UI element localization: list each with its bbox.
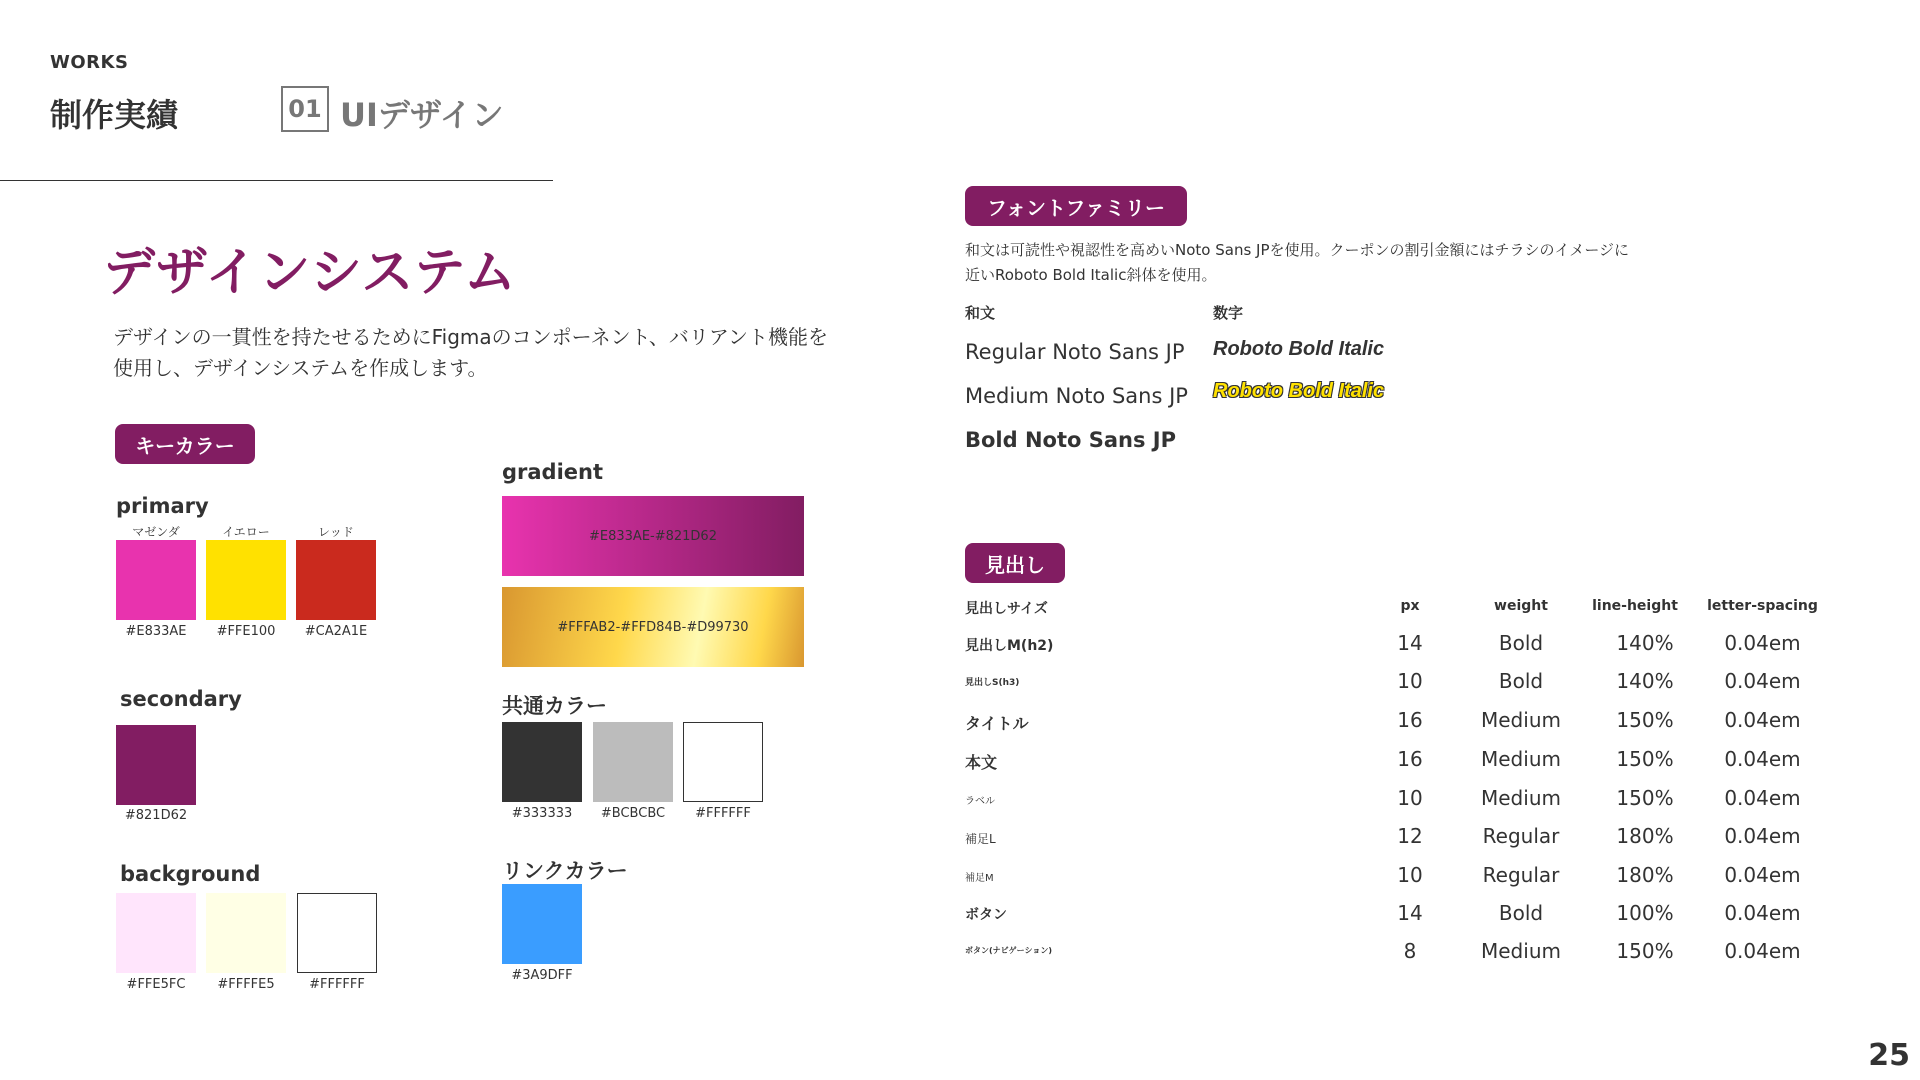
main-heading: デザインシステム	[103, 243, 517, 303]
hex-common-white: #FFFFFF	[695, 806, 751, 821]
cell-weight: Medium	[1481, 939, 1561, 963]
cell-px: 10	[1397, 863, 1423, 887]
cell-px: 14	[1397, 631, 1423, 655]
hex-link: #3A9DFF	[511, 968, 573, 983]
swatch-yellow	[206, 540, 286, 620]
cell-line-height: 150%	[1616, 939, 1674, 963]
primary-label: primary	[116, 494, 209, 518]
page-number: 25	[1868, 1038, 1910, 1073]
cell-weight: Medium	[1481, 708, 1561, 732]
cell-weight: Regular	[1482, 824, 1560, 848]
number-sample-outlined: Roboto Bold Italic	[1213, 380, 1385, 402]
cell-letter-spacing: 0.04em	[1724, 901, 1801, 925]
cell-weight: Bold	[1498, 669, 1544, 693]
headings-label: 見出し	[965, 543, 1065, 583]
cell-line-height: 150%	[1616, 747, 1674, 771]
cell-px: 16	[1397, 708, 1423, 732]
cell-weight: Bold	[1498, 631, 1544, 655]
cell-px: 16	[1397, 747, 1423, 771]
swatch-bg-pink	[116, 893, 196, 973]
cell-px: 14	[1397, 901, 1423, 925]
secondary-label: secondary	[120, 687, 242, 711]
hex-common-dark: #333333	[511, 806, 573, 821]
font-sample-bold: Bold Noto Sans JP	[965, 428, 1177, 452]
swatch-magenta	[116, 540, 196, 620]
row-name-h2: 見出しM(h2)	[965, 638, 1054, 654]
cell-line-height: 100%	[1616, 901, 1674, 925]
hex-secondary: #821D62	[124, 808, 188, 823]
cell-letter-spacing: 0.04em	[1724, 631, 1801, 655]
cell-line-height: 180%	[1616, 824, 1674, 848]
cell-line-height: 180%	[1616, 863, 1674, 887]
font-family-label: フォントファミリー	[965, 186, 1187, 226]
hex-yellow: #FFE100	[216, 624, 276, 639]
cell-line-height: 140%	[1616, 669, 1674, 693]
cell-weight: Bold	[1498, 901, 1544, 925]
common-color-label: 共通カラー	[502, 694, 607, 718]
swatch-red	[296, 540, 376, 620]
section-name: UIデザイン	[340, 96, 504, 134]
works-label: WORKS	[50, 52, 129, 73]
swatch-common-dark	[502, 722, 582, 802]
cell-line-height: 150%	[1616, 708, 1674, 732]
background-label: background	[120, 862, 261, 886]
gradient-label: gradient	[502, 460, 604, 484]
intro-line-2: 使用し、デザインシステムを作成します。	[113, 356, 488, 380]
cell-px: 10	[1397, 669, 1423, 693]
font-desc-line-1: 和文は可読性や視認性を高めいNoto Sans JPを使用。クーポンの割引金額にはチラシのイメージに	[965, 241, 1630, 259]
col-header-size: 見出しサイズ	[965, 601, 1048, 617]
japanese-font-label: 和文	[965, 304, 996, 322]
cell-px: 10	[1397, 786, 1423, 810]
col-header-letter-spacing: letter-spacing	[1707, 598, 1818, 614]
font-desc-line-2: 近いRoboto Bold Italic斜体を使用。	[965, 266, 1217, 284]
swatch-secondary	[116, 725, 196, 805]
intro-text	[113, 322, 853, 384]
hex-bg-pink: #FFE5FC	[126, 977, 186, 992]
cell-letter-spacing: 0.04em	[1724, 747, 1801, 771]
swatch-link	[502, 884, 582, 964]
swatch-bg-white	[297, 893, 377, 973]
hex-magenta: #E833AE	[125, 624, 187, 639]
page-title: 制作実績	[50, 96, 179, 134]
col-header-line-height: line-height	[1592, 598, 1678, 614]
number-sample-plain: Roboto Bold Italic	[1213, 338, 1385, 360]
cell-weight: Medium	[1481, 786, 1561, 810]
cell-px: 12	[1397, 824, 1423, 848]
cell-letter-spacing: 0.04em	[1724, 669, 1801, 693]
cell-px: 8	[1403, 939, 1417, 963]
number-font-label: 数字	[1213, 304, 1244, 322]
swatch-common-white	[683, 722, 763, 802]
font-description	[965, 238, 1705, 288]
intro-line-1: デザインの一貫性を持たせるためにFigmaのコンポーネント、バリアント機能を	[113, 325, 829, 349]
row-name-note-l: 補足L	[965, 832, 996, 846]
font-sample-medium: Medium Noto Sans JP	[965, 384, 1188, 408]
hex-bg-cream: #FFFFE5	[217, 977, 275, 992]
col-header-px: px	[1400, 598, 1420, 614]
swatch-bg-cream	[206, 893, 286, 973]
hex-bg-white: #FFFFFF	[309, 977, 365, 992]
row-name-title: タイトル	[965, 714, 1029, 733]
cell-letter-spacing: 0.04em	[1724, 786, 1801, 810]
key-color-label: キーカラー	[115, 424, 255, 464]
gradient-gold: #FFFAB2-#FFD84B-#D99730	[502, 587, 804, 667]
cell-weight: Medium	[1481, 747, 1561, 771]
row-name-note-m: 補足M	[965, 873, 994, 884]
header-divider	[0, 180, 553, 181]
section-number-badge: 01	[281, 86, 329, 132]
row-name-button-nav: ボタン(ナビゲーション)	[965, 946, 1052, 955]
row-name-label: ラベル	[965, 796, 995, 807]
primary-caption-yellow: イエロー	[222, 525, 270, 539]
cell-letter-spacing: 0.04em	[1724, 708, 1801, 732]
swatch-common-gray	[593, 722, 673, 802]
hex-red: #CA2A1E	[304, 624, 368, 639]
gradient-magenta: #E833AE-#821D62	[502, 496, 804, 576]
primary-caption-magenta: マゼンダ	[132, 525, 180, 539]
col-header-weight: weight	[1494, 598, 1548, 614]
link-color-label: リンクカラー	[502, 859, 628, 883]
row-name-h3: 見出しS(h3)	[965, 678, 1020, 688]
primary-caption-red: レッド	[318, 525, 354, 539]
cell-line-height: 150%	[1616, 786, 1674, 810]
cell-letter-spacing: 0.04em	[1724, 824, 1801, 848]
cell-letter-spacing: 0.04em	[1724, 939, 1801, 963]
cell-line-height: 140%	[1616, 631, 1674, 655]
row-name-button: ボタン	[965, 907, 1007, 923]
cell-weight: Regular	[1482, 863, 1560, 887]
row-name-body: 本文	[965, 753, 998, 772]
hex-common-gray: #BCBCBC	[600, 806, 666, 821]
cell-letter-spacing: 0.04em	[1724, 863, 1801, 887]
font-sample-regular: Regular Noto Sans JP	[965, 340, 1185, 364]
